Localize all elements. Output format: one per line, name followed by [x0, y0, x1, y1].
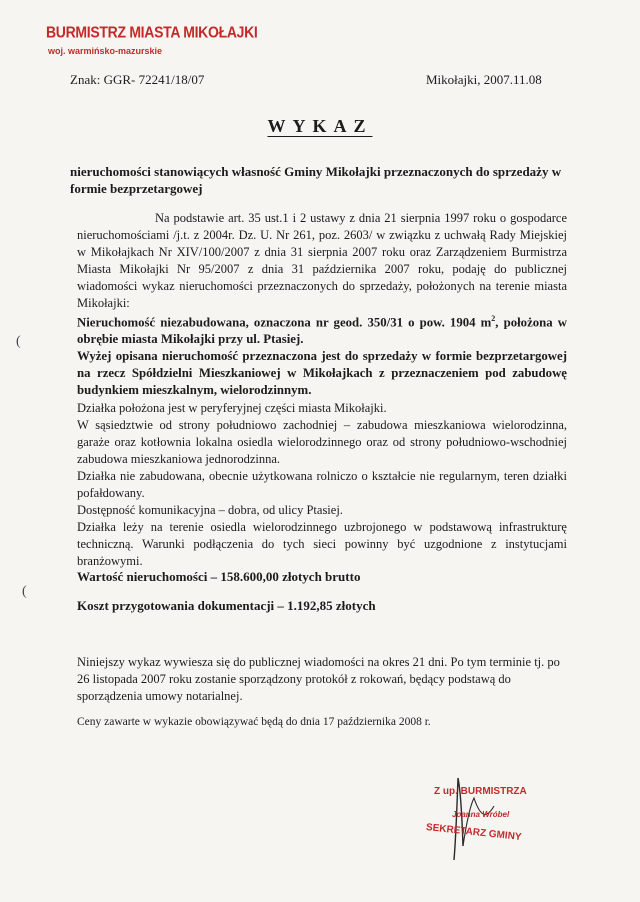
plot-details: [77, 400, 567, 570]
secretary-stamp: [400, 776, 600, 866]
detail-line: Dostępność komunikacyjna – dobra, od ulicy Ptasiej.: [77, 503, 343, 517]
margin-mark: (: [22, 584, 27, 599]
property-identification: [77, 310, 567, 348]
place-date: Mikołajki, 2007.11.08: [426, 72, 542, 87]
detail-line: Działka leży na terenie osiedla wielorodzinnego uzbrojonego w podstawową infrastrukturę techniczną. Warunki podłączenia do tych sieci powinny być uzgodnione z instytucjami branżowymi.: [77, 520, 567, 568]
signatory-name: Joanna Wróbel: [452, 810, 510, 819]
intro-paragraph: Na podstawie art. 35 ust.1 i 2 ustawy z dnia 21 sierpnia 1997 roku o gospodarce nieruchomościami /j.t. z 2004r. Dz. U. Nr 261, poz. 2603/ w związku z uchwałą Rady Miejskiej w Mikołajkach Nr XIV/100/2007 z dnia 31 sierpnia 2007 roku oraz Zarządzeniem Burmistrza Miasta Mikołajki Nr 95/2007 z dnia 31 października 2007 roku, podaję do publicznej wiadomości wykaz nieruchomości przeznaczonych do sprzedaży, położonych na terenie miasta Mikołajki:: [77, 211, 567, 310]
reference-number: Znak: GGR- 72241/18/07: [70, 72, 205, 87]
property-description: [77, 310, 567, 399]
document-subtitle: nieruchomości stanowiących własność Gminy Mikołajki przeznaczonych do sprzedaży w formie bezprzetargowej: [70, 164, 562, 196]
publication-notice: Niniejszy wykaz wywiesza się do publicznej wiadomości na okres 21 dni. Po tym terminie tj. po 26 listopada 2007 roku zostanie sporządzony protokół z rokowań, będący podstawą do sporządzenia umowy notarialnej.: [77, 655, 560, 703]
documentation-cost: Koszt przygotowania dokumentacji – 1.192,85 złotych: [77, 598, 376, 613]
property-purpose: Wyżej opisana nieruchomość przeznaczona jest do sprzedaży w formie bezprzetargowej na rzecz Spółdzielni Mieszkaniowej w Mikołajkach z przeznaczeniem pod zabudowę budynkiem mieszkalnym, wielorodzinnym.: [77, 349, 567, 398]
detail-line: Działka nie zabudowana, obecnie użytkowana rolniczo o kształcie nie regularnym, teren działki pofałdowany.: [77, 469, 567, 500]
mayor-stamp: [46, 24, 258, 56]
detail-line: Działka położona jest w peryferyjnej części miasta Mikołajki.: [77, 401, 387, 415]
prices-validity: Ceny zawarte w wykazie obowiązywać będą do dnia 17 października 2008 r.: [77, 716, 431, 728]
stamp-for-mayor: Z up. BURMISTRZA: [434, 786, 527, 797]
area-unit-superscript: 2: [491, 314, 496, 323]
property-line-b: , położona w obrębie miasta Mikołajki przy ul. Ptasiej.: [77, 315, 567, 347]
property-line-a: Nieruchomość niezabudowana, oznaczona nr geod. 350/31 o pow. 1904 m: [77, 315, 492, 330]
stamp-secretary: SEKRETARZ GMINY: [425, 822, 522, 843]
detail-line: W sąsiedztwie od strony południowo zachodniej – zabudowa mieszkaniowa wielorodzinna, garaże oraz kotłownia lokalna osiedla wielorodzinnego oraz od strony południowo-wschodniej zabudowa mieszkaniowa jednorodzinna.: [77, 418, 567, 466]
stamp-title: BURMISTRZ MIASTA MIKOŁAJKI: [46, 22, 258, 42]
margin-mark: (: [16, 334, 21, 349]
stamp-region: woj. warmińsko-mazurskie: [48, 46, 163, 56]
property-value: Wartość nieruchomości – 158.600,00 złotych brutto: [77, 569, 361, 584]
document-title: WYKAZ: [267, 116, 373, 136]
